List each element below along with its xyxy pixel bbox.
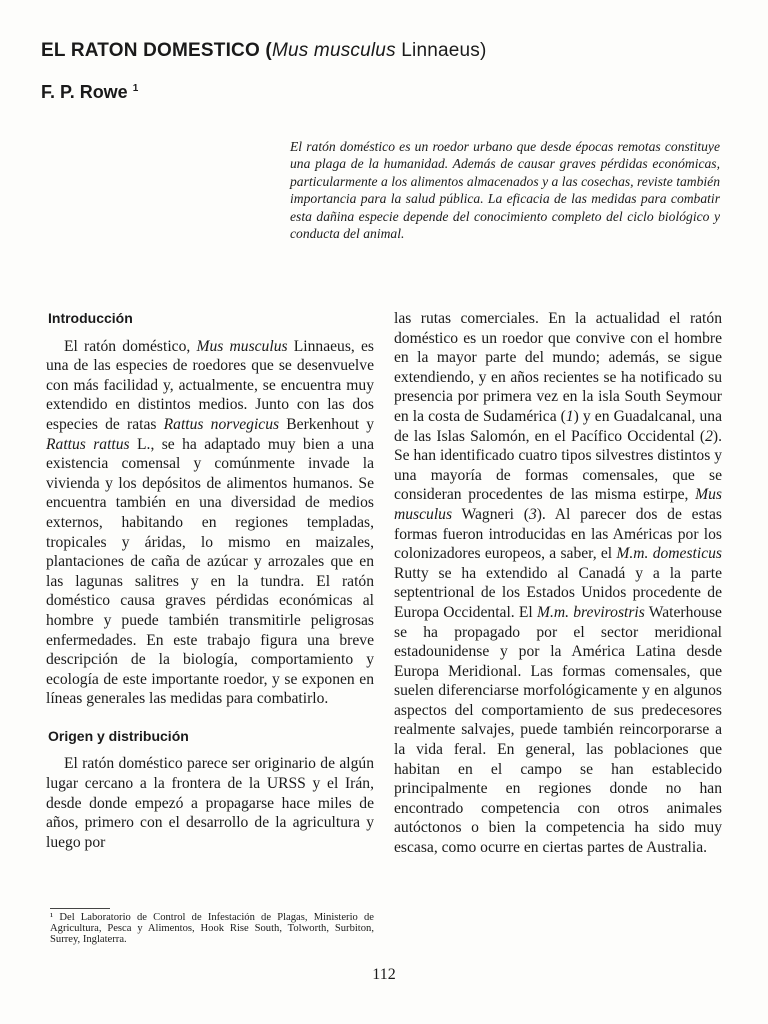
species-name: Rattus rattus: [46, 435, 130, 453]
left-column: [46, 303, 374, 852]
author-footnote-mark: 1: [132, 83, 139, 94]
reference-number: 1: [565, 407, 574, 425]
reference-number: 3: [528, 505, 537, 523]
author-line: [41, 82, 138, 103]
footnote-rule: [50, 908, 110, 909]
intro-heading: Introducción: [48, 310, 133, 326]
species-name: Mus musculus: [196, 337, 288, 355]
article-title: [41, 40, 487, 62]
title-authority: Linnaeus): [395, 40, 487, 61]
right-column: [394, 309, 722, 858]
author-name: F. P. Rowe: [41, 82, 128, 102]
subspecies-name: M.m. brevirostris: [536, 603, 645, 621]
title-main: EL RATON DOMESTICO (: [41, 40, 272, 61]
species-name: Mus musculus: [394, 486, 722, 523]
distribution-paragraph: las rutas comerciales. En la actualidad el ratón doméstico es un roedor que convive con el hombre en la mayor parte del mundo; además, se sigue extendiendo, y en años recientes se ha notificado su presencia por primera vez en la isla South Seymour en la costa de Sudamérica (1) y en Guadalcanal, una de las Islas Salomón, en el Pacífico Occidental (2). Se han identificado cuatro tipos silvestres distintos y una mayoría de formas comensales, que se consideran procedentes de las misma estirpe, Mus musculus Wagneri (3). Al parecer dos de estas formas fueron introducidas en las Américas por los colonizadores europeos, a saber, el M.m. domesticus Rutty se ha extendido al Canadá y a la parte septentrional de los Estados Unidos procedente de Europa Occidental. El M.m. brevirostris Waterhouse se ha propagado por el sector meridional estadounidense y por la América Latina desde Europa Meridional. Las formas comensales, que suelen diferenciarse morfológicamente y en algunos aspectos del comportamiento de sus predecesores realmente salvajes, puede también reincorporarse a la vida feral. En general, las poblaciones que habitan en el campo se han establecido principalmente en regiones donde no han encontrado competencia con otros animales autóctonos o bien la competencia ha sido muy escasa, como ocurre en ciertas partes de Australia.: [394, 310, 722, 857]
species-name: Rattus norvegicus: [163, 415, 280, 433]
intro-paragraph: El ratón doméstico, Mus musculus Linnaeus, es una de las especies de roedores que se desenvuelve con más facilidad y, actualmente, se encuentra muy extendido en distintos medios. Junto con las dos especies de ratas Rattus norvegicus Berkenhout y Rattus rattus L., se ha adaptado muy bien a una existencia comensal y comúnmente invade la vivienda y los depósitos de alimentos humanos. Se encuentra también en una diversidad de medios externos, habitando en regiones templadas, tropicales y áridas, lo mismo en maizales, plantaciones de caña de azúcar y arrozales que en las lagunas salitres y en la tundra. El ratón doméstico causa graves pérdidas económicas al hombre y puede también transmitirle peligrosas enfermedades. En este trabajo figura una breve descripción de la biología, comportamiento y ecología de este importante roedor, y se exponen en líneas generales las medidas para combatirlo.: [46, 337, 374, 708]
origin-heading: Origen y distribución: [48, 727, 189, 744]
title-scientific-name: Mus musculus: [271, 40, 396, 61]
origin-paragraph: El ratón doméstico parece ser originario de algún lugar cercano a la frontera de la URSS y el Irán, desde donde empezó a propagarse hace miles de años, primero con el desarrollo de la agricultura y luego por: [46, 755, 374, 851]
footnote: ¹ Del Laboratorio de Control de Infestación de Plagas, Ministerio de Agricultura, Pesca y Alimentos, Hook Rise South, Tolworth, Surbiton, Surrey, Inglaterra.: [50, 912, 374, 945]
page-number: 112: [372, 966, 396, 983]
subspecies-name: M.m. domesticus: [616, 545, 722, 563]
abstract: El ratón doméstico es un roedor urbano que desde épocas remotas constituye una plaga de la humanidad. Además de causar graves pérdidas económicas, particularmente a los alimentos almacenados y a las cosechas, reviste también importancia para la salud pública. La eficacia de las medidas para combatir esta dañina especie depende del conocimiento completo del ciclo biológico y conducta del animal.: [290, 139, 720, 242]
reference-number: 2: [705, 427, 713, 445]
